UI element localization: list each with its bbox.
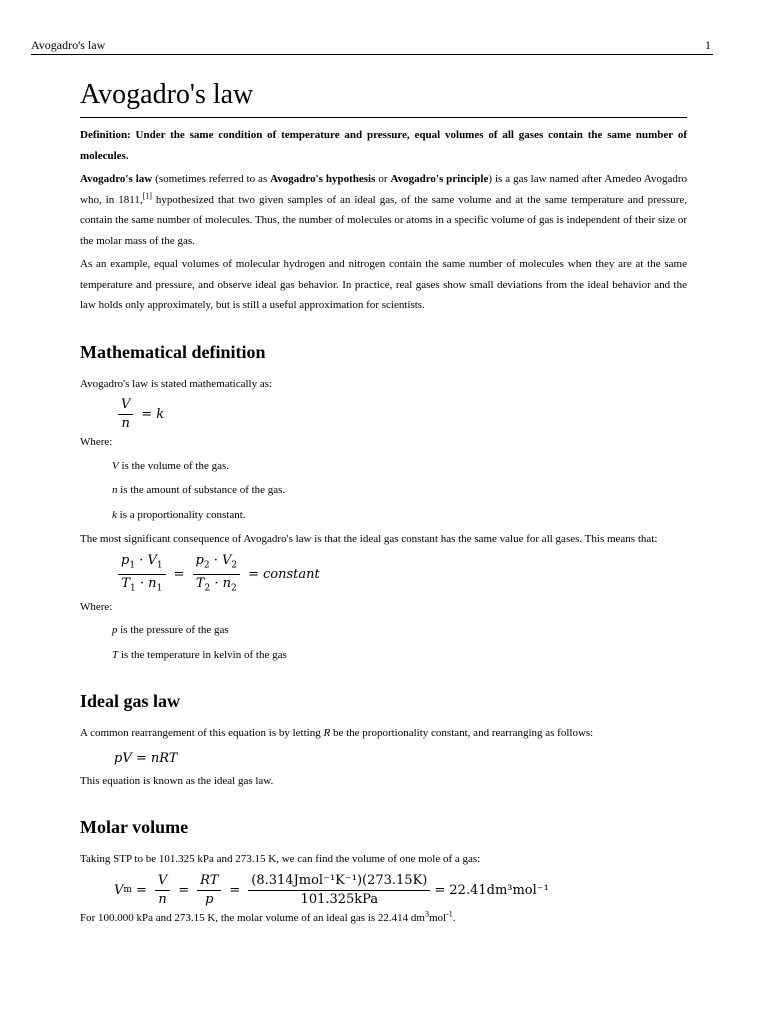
equation-combined-gas: $\frac{p_1 \cdot V_1}{T_1 \cdot n_1}$ = $\frac{p_2 \cdot V_2}{T_2 \cdot n_2}$ = constant: [114, 553, 687, 597]
definition-item: n is the amount of substance of the gas.: [112, 484, 286, 496]
page-number: 1: [705, 38, 711, 52]
equation-v-over-n: $\frac{V}{n}$ = k: [114, 397, 687, 432]
equation-molar-volume: V m = $\frac{V}{n}$ = $\frac{RT}{p}$ = $\frac{\text{(8.314Jmol⁻¹K⁻¹)(273.15K)}}{\text{101.325kPa}}$ = 22.41dm³mol⁻¹: [114, 872, 549, 907]
consequence-paragraph: The most significant consequence of Avogadro's law is that the ideal gas constant has the same value for all gases. This means that:: [80, 533, 658, 545]
ideal-after-text: This equation is known as the ideal gas law.: [80, 774, 274, 787]
ideal-lead-text: A common rearrangement of this equation is by letting R be the proportionality constant, and rearranging as follows:: [80, 727, 594, 740]
where-label: Where:: [80, 600, 113, 613]
intro-paragraph: Avogadro's law (sometimes referred to as Avogadro's hypothesis or Avogadro's principle) is a gas law named after Amedeo Avogadro who, in 1811,[1] hypothesized that two given samples of an ideal gas, of the same volume and at the same temperature and pressure, contain the same number of molecules. Thus, the number of molecules or atoms in a specific volume of gas is independent of their size or the molar mass of the gas.: [80, 173, 688, 247]
term-avogadros-principle: Avogadro's principle: [390, 173, 489, 185]
where-label: Where:: [80, 436, 113, 448]
term-avogadros-hypothesis: Avogadro's hypothesis: [270, 173, 376, 185]
equation-ideal-gas: pV = nRT: [114, 751, 178, 767]
page-title: Avogadro's law: [80, 78, 687, 118]
definition-item: V is the volume of the gas.: [112, 459, 230, 472]
definition-paragraph: Definition: Under the same condition of temperature and pressure, equal volumes of all gases contain the same number of molecules.: [80, 129, 687, 162]
definition-item: p is the pressure of the gas: [112, 624, 229, 637]
section-heading-molar-volume: Molar volume: [80, 817, 189, 838]
math-lead-text: Avogadro's law is stated mathematically as:: [80, 377, 273, 390]
citation-link[interactable]: [1]: [142, 190, 152, 200]
running-title: Avogadro's law: [31, 38, 106, 52]
running-header: [31, 38, 713, 55]
section-heading-mathematical-definition: Mathematical definition: [80, 341, 266, 362]
definition-item: T is the temperature in kelvin of the gas: [112, 648, 287, 661]
article-body: [80, 78, 687, 931]
example-paragraph: As an example, equal volumes of molecular hydrogen and nitrogen contain the same number of molecules when they are at the same temperature and pressure, and observe ideal gas behavior. In practice, real gases show small deviations from the ideal behavior and the law holds only approximately, but is still a useful approximation for scientists.: [80, 258, 687, 311]
section-heading-ideal-gas-law: Ideal gas law: [80, 691, 181, 712]
definition-item: k is a proportionality constant.: [112, 508, 246, 521]
molar-lead-text: Taking STP to be 101.325 kPa and 273.15 K, we can find the volume of one mole of a gas:: [80, 853, 481, 866]
molar-final-text: For 100.000 kPa and 273.15 K, the molar volume of an ideal gas is 22.414 $dm^3mol^{-1}$.: [80, 909, 456, 924]
term-avogadros-law: Avogadro's law: [80, 173, 153, 185]
